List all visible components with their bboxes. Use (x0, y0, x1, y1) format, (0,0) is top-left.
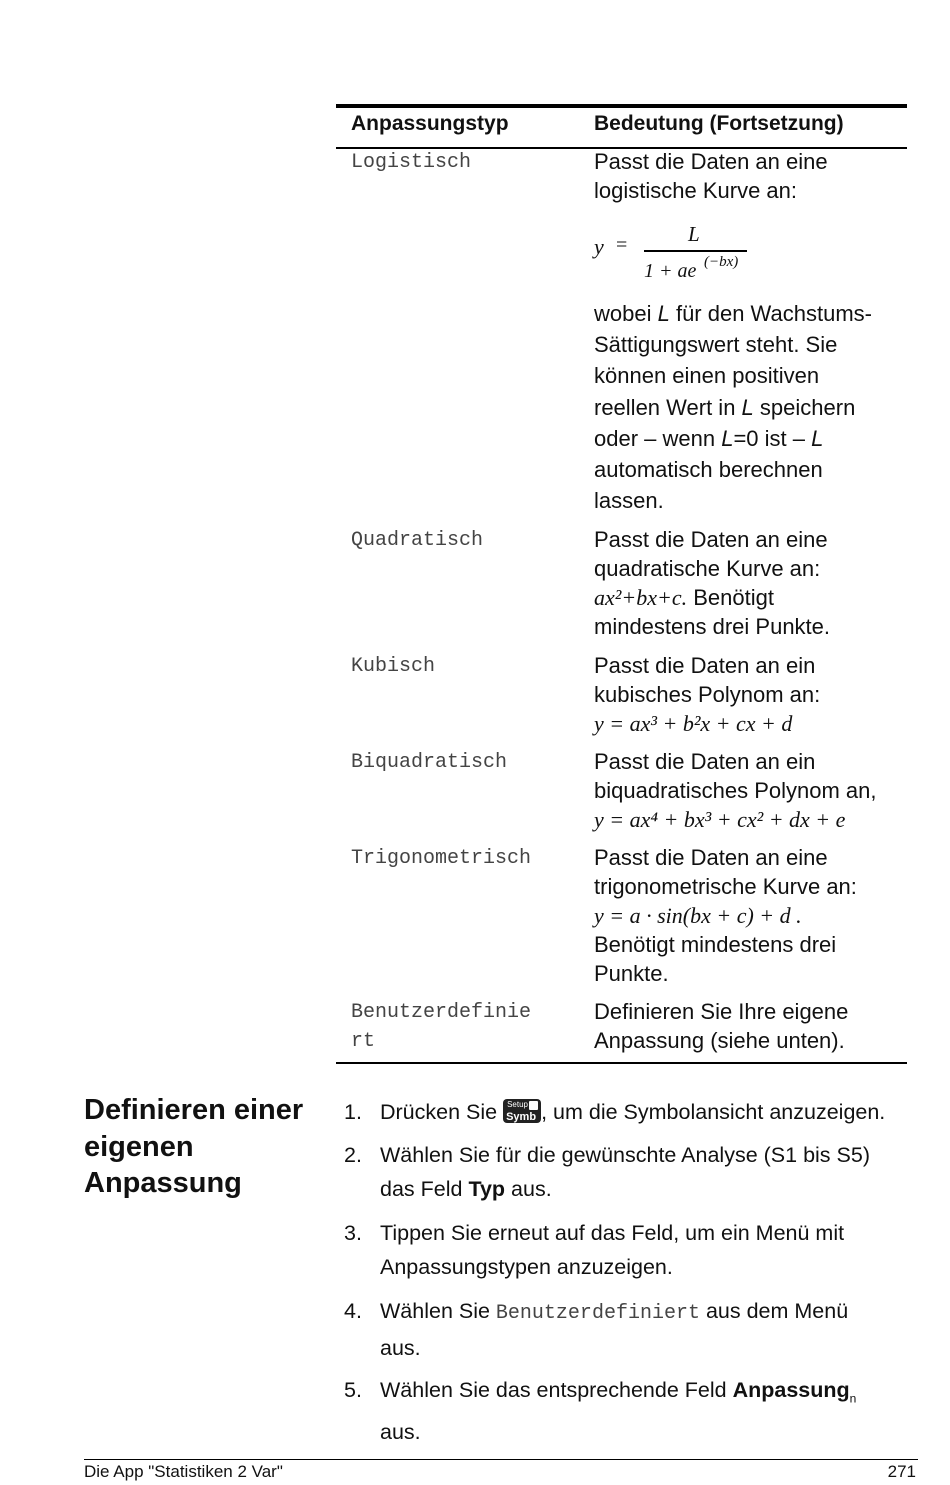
table-bottom-rule (336, 1062, 907, 1064)
formula-numerator: L (688, 222, 700, 246)
desc-line: reellen Wert in L speichern (594, 394, 856, 420)
table-row-name-user-defined: Benutzerdefinie rt (351, 1001, 532, 1053)
desc-line: logistische Kurve an: (594, 178, 797, 203)
table-row-name-quartic: Biquadratisch (351, 751, 508, 774)
desc-line: Passt die Daten an ein (594, 653, 816, 678)
section-heading: Definieren einer eigenen Anpassung (84, 1094, 304, 1199)
desc-line: Passt die Daten an eine (594, 845, 828, 870)
table-row-desc-quadratic (594, 525, 894, 641)
quadratic-formula: ax²+bx+c. (594, 585, 688, 610)
header-fit-type: Anpassungstyp (351, 112, 509, 135)
formula-den-exp: (−bx) (704, 254, 739, 270)
formula-eq: = (616, 234, 628, 256)
fit-types-table (336, 104, 907, 1066)
desc-line: Benötigt mindestens drei (594, 932, 837, 957)
desc-line: oder – wenn L=0 ist – L (594, 425, 824, 451)
page-number: 271 (887, 1462, 916, 1481)
desc-line: Punkte. (594, 961, 669, 986)
formula-den-base: 1 + ae (644, 260, 697, 282)
table-row-desc-user-defined (594, 997, 894, 1055)
desc-line: mindestens drei Punkte. (594, 614, 831, 639)
desc-line: Passt die Daten an eine (594, 527, 828, 552)
cubic-formula: y = ax³ + b²x + cx + d (594, 711, 793, 736)
table-row-desc-trig (594, 843, 894, 988)
symb-key-icon[interactable]: Symb Setup (503, 1099, 541, 1123)
desc-line: Sättigungswert steht. Sie (594, 332, 838, 358)
footer-rule (84, 1459, 918, 1460)
desc-line: kubisches Polynom an: (594, 682, 821, 707)
logistic-explanation (594, 298, 894, 516)
desc-line: quadratische Kurve an: (594, 556, 821, 581)
table-row-desc-logistic (594, 147, 894, 205)
header-meaning: Bedeutung (Fortsetzung) (594, 112, 844, 135)
desc-line: Passt die Daten an ein (594, 749, 816, 774)
logistic-formula (594, 222, 794, 292)
desc-line: wobei L für den Wachstums- (594, 301, 872, 326)
desc-line: können einen positiven (594, 363, 820, 389)
desc-line: biquadratisches Polynom an, (594, 778, 877, 803)
table-row-name-logistic: Logistisch (351, 151, 472, 174)
desc-line: Passt die Daten an eine (594, 149, 828, 174)
footer-title: Die App "Statistiken 2 Var" (84, 1462, 283, 1481)
table-top-rule (336, 104, 907, 108)
trig-formula: y = a · sin(bx + c) + d . (594, 903, 802, 928)
table-row-name-quadratic: Quadratisch (351, 529, 484, 552)
quartic-formula: y = ax⁴ + bx³ + cx² + dx + e (594, 807, 846, 832)
table-row-desc-quartic (594, 747, 894, 834)
fraction-bar (644, 250, 747, 252)
table-row-desc-cubic (594, 651, 894, 738)
desc-line: ax²+bx+c. Benötigt (594, 585, 774, 610)
desc-line: Definieren Sie Ihre eigene (594, 999, 849, 1024)
table-row-name-trig: Trigonometrisch (351, 847, 532, 870)
desc-line: Anpassung (siehe unten). (594, 1028, 845, 1053)
formula-lhs: y (594, 234, 604, 259)
desc-line: trigonometrische Kurve an: (594, 874, 857, 899)
desc-line: lassen. (594, 488, 664, 514)
table-row-name-cubic: Kubisch (351, 655, 436, 678)
desc-line: automatisch berechnen (594, 457, 823, 483)
